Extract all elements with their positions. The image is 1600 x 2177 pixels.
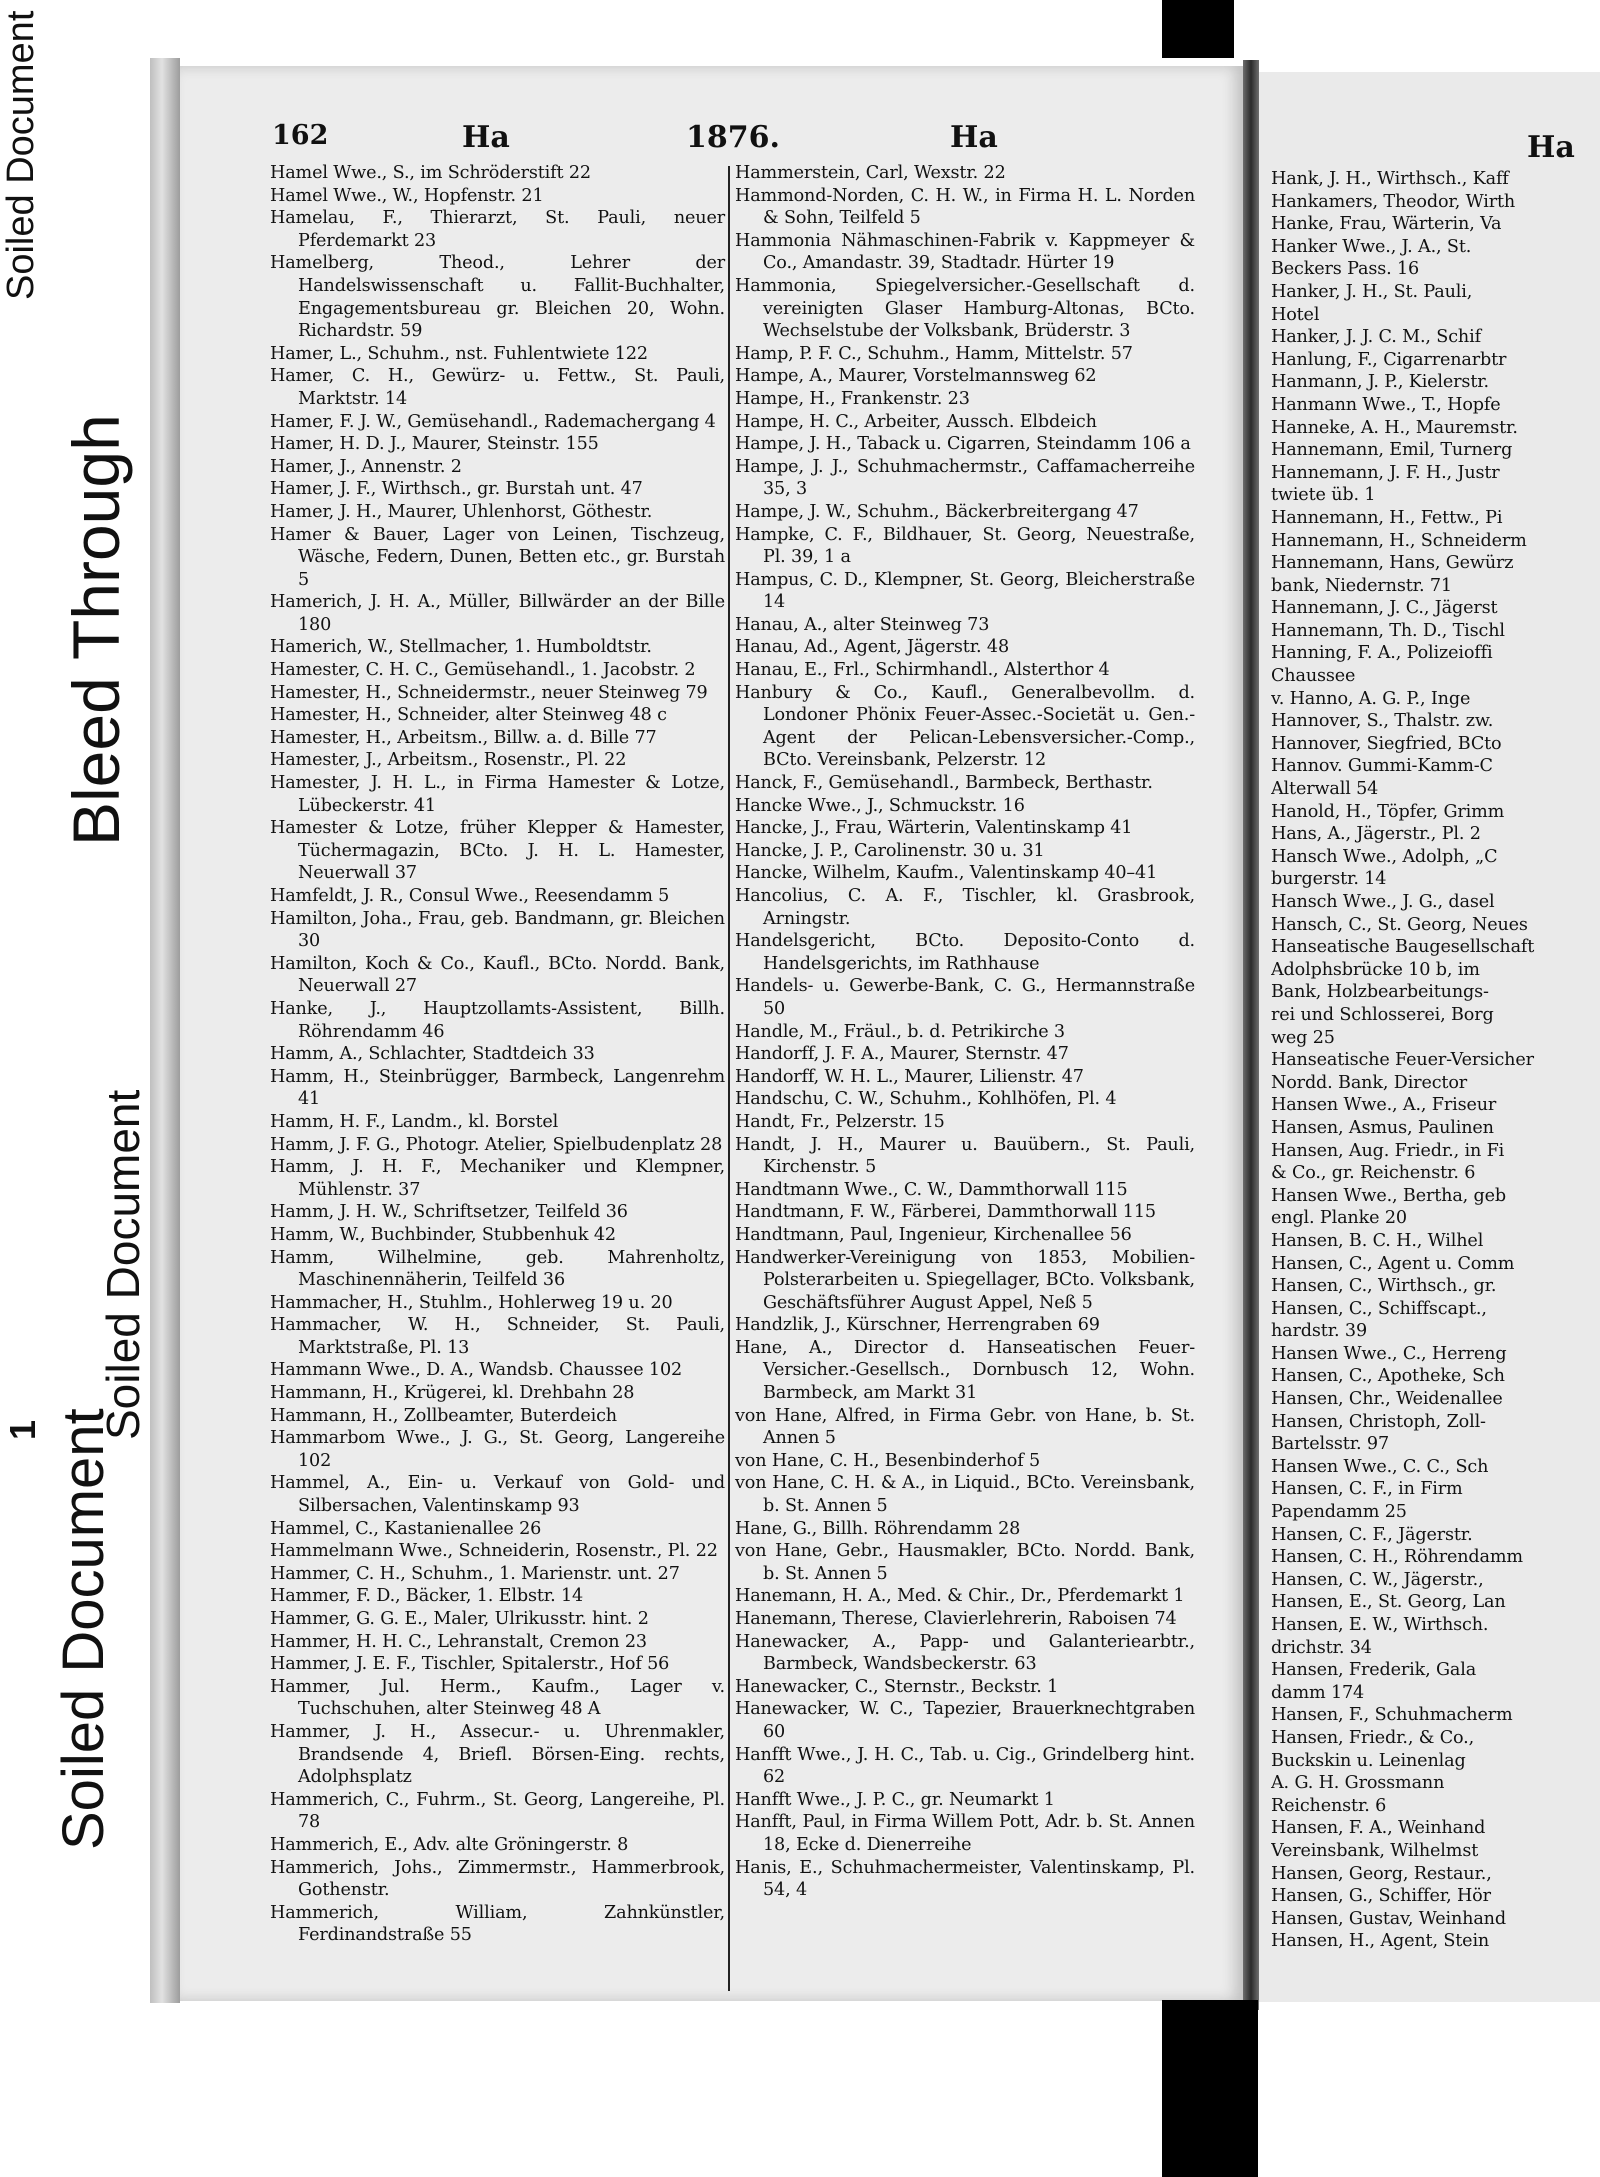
directory-entry: Hampe, H. C., Arbeiter, Aussch. Elbdeich [735, 411, 1097, 432]
directory-entry: Hammonia, Spiegelversicher.-Gesellschaft d. vereinigten Glaser Hamburg-Altonas, BCto. Wechselstube der Volksbank, Brüderstr. 3 [735, 275, 1195, 342]
directory-entry: Hamer, J., Annenstr. 2 [270, 456, 462, 477]
directory-entry: Hanau, E., Frl., Schirmhandl., Alsterthor 4 [735, 660, 1110, 681]
directory-entry: Hanseatische Baugesellschaft [1271, 937, 1535, 958]
directory-entry: Hamester, H., Arbeitsm., Billw. a. d. Bille 77 [270, 727, 657, 748]
directory-entry: Hancolius, C. A. F., Tischler, kl. Grasbrook, Arningstr. [735, 886, 1195, 929]
directory-entry: Hansen, C. F., Jägerstr. [1271, 1524, 1473, 1545]
directory-entry: Hannemann, Th. D., Tischl [1271, 620, 1505, 641]
directory-entry: Papendamm 25 [1271, 1502, 1407, 1523]
directory-entry: Hanemann, Therese, Clavierlehrerin, Raboisen 74 [735, 1609, 1177, 1629]
directory-entry: Hansen, Frederik, Gala [1271, 1660, 1477, 1681]
directory-entry: Hannov. Gummi-Kamm-C [1271, 756, 1493, 777]
directory-entry: Hammacher, W. H., Schneider, St. Pauli, Marktstraße, Pl. 13 [270, 1315, 725, 1358]
directory-entry: Hansen, Friedr., & Co., [1271, 1727, 1475, 1748]
directory-entry: Hanlung, F., Cigarrenarbtr [1271, 349, 1507, 370]
directory-entry: Hansen, C., Apotheke, Sch [1271, 1366, 1505, 1387]
directory-entry: Hammer, F. D., Bäcker, 1. Elbstr. 14 [270, 1586, 584, 1607]
directory-entry: Hanke, Frau, Wärterin, Va [1271, 214, 1502, 235]
directory-entry: Hanneke, A. H., Mauremstr. [1271, 417, 1518, 438]
directory-entry: Hannemann, Hans, Gewürz [1271, 553, 1514, 574]
directory-entry: Hammerich, Johs., Zimmermstr., Hammerbrook, Gothenstr. [270, 1857, 725, 1901]
directory-entry: engl. Planke 20 [1271, 1208, 1407, 1229]
directory-entry: Hanning, F. A., Polizeioffi [1271, 643, 1493, 664]
directory-entry: Hansen, Asmus, Paulinen [1271, 1117, 1494, 1138]
soiled-document-stamp-small: Soiled Document [97, 1089, 149, 1440]
directory-entry: Hammer, C. H., Schuhm., 1. Marienstr. unt. 27 [270, 1563, 680, 1584]
directory-entry: Hamm, J. H. W., Schriftsetzer, Teilfeld 36 [270, 1202, 628, 1223]
directory-entry: Hankamers, Theodor, Wirth [1271, 191, 1516, 212]
directory-entry: Hanck, F., Gemüsehandl., Barmbeck, Berthastr. [735, 773, 1153, 794]
directory-entry: Hammerich, C., Fuhrm., St. Georg, Langereihe, Pl. 78 [270, 1789, 725, 1833]
directory-entry: Hanke, J., Hauptzollamts-Assistent, Billh. Röhrendamm 46 [270, 998, 725, 1042]
directory-entry: Hamester, J., Arbeitsm., Rosenstr., Pl. 22 [270, 750, 627, 771]
directory-entry: Hansen, C., Wirthsch., gr. [1271, 1276, 1497, 1297]
directory-entry: Hanker, J. J. C. M., Schif [1271, 327, 1481, 348]
directory-entry: Hotel [1271, 304, 1320, 325]
directory-entry: Hammond-Norden, C. H. W., in Firma H. L. Norden & Sohn, Teilfeld 5 [735, 185, 1195, 229]
directory-entry: von Hane, C. H., Besenbinderhof 5 [735, 1450, 1041, 1471]
directory-entry: Vereinsbank, Wilhelmst [1271, 1840, 1479, 1861]
directory-entry: Handschu, C. W., Schuhm., Kohlhöfen, Pl. 4 [735, 1089, 1117, 1110]
directory-entry: Hanewacker, W. C., Tapezier, Brauerknechtgraben 60 [735, 1699, 1195, 1742]
book-gutter [1243, 60, 1259, 2010]
directory-entry: Hamer & Bauer, Lager von Leinen, Tischzeug, Wäsche, Federn, Dunen, Betten etc., gr. Burstah 5 [270, 524, 725, 590]
bleed-through-stamp: Bleed Through [59, 414, 133, 846]
directory-entry: Hanbury & Co., Kaufl., Generalbevollm. d. Londoner Phönix Feuer-Assec.-Societät u. Gen.-Agent der Pelican-Lebensversicher.-Comp., BCto. Vereinsbank, Pelzerstr. 12 [735, 682, 1195, 771]
directory-entry: Handorff, J. F. A., Maurer, Sternstr. 47 [735, 1044, 1069, 1065]
directory-entry: Hamfeldt, J. R., Consul Wwe., Reesendamm 5 [270, 886, 670, 906]
directory-entry: hardstr. 39 [1271, 1321, 1367, 1342]
directory-entry: Hansen, C., Agent u. Comm [1271, 1253, 1515, 1274]
directory-entry: Hamelau, F., Thierarzt, St. Pauli, neuer Pferdemarkt 23 [270, 208, 725, 251]
directory-entry: Hammerstein, Carl, Wexstr. 22 [735, 163, 1006, 183]
directory-entry: Hansen, G., Schiffer, Hör [1271, 1886, 1491, 1907]
directory-entry: v. Hanno, A. G. P., Inge [1271, 688, 1471, 709]
directory-entry: bank, Niedernstr. 71 [1271, 575, 1452, 596]
directory-entry: Hamilton, Koch & Co., Kaufl., BCto. Nordd. Bank, Neuerwall 27 [270, 953, 725, 997]
directory-entry: Hane, A., Director d. Hanseatischen Feuer-Versicher.-Gesellsch., Dornbusch 12, Wohn. Barmbeck, am Markt 31 [735, 1337, 1195, 1404]
column-right [1271, 168, 1600, 1953]
scanner-black-bar-bottom [1162, 2000, 1258, 2177]
directory-entry: Handzlik, J., Kürschner, Herrengraben 69 [735, 1315, 1100, 1336]
directory-entry: Hammonia Nähmaschinen-Fabrik v. Kappmeyer & Co., Amandastr. 39, Stadtadr. Hürter 19 [735, 230, 1195, 274]
directory-entry: Hammarbom Wwe., J. G., St. Georg, Langereihe 102 [270, 1428, 725, 1471]
soiled-document-stamp: Soiled Document [51, 1408, 116, 1850]
directory-entry: Hansen, Aug. Friedr., in Fi [1271, 1140, 1505, 1161]
directory-entry: Alterwall 54 [1271, 779, 1379, 800]
directory-entry: Hamilton, Joha., Frau, geb. Bandmann, gr. Bleichen 30 [270, 908, 725, 952]
margin-mark: 1 [2, 1419, 43, 1440]
directory-entry: Hansen, F., Schuhmacherm [1271, 1705, 1513, 1726]
page-header [180, 120, 1243, 160]
directory-entry: Hammel, C., Kastanienallee 26 [270, 1518, 542, 1539]
directory-entry: Hamm, H., Steinbrügger, Barmbeck, Langenrehm 41 [270, 1066, 725, 1110]
directory-entry: Hamel Wwe., W., Hopfenstr. 21 [270, 185, 544, 206]
directory-entry: Hanewacker, C., Sternstr., Beckstr. 1 [735, 1676, 1059, 1697]
directory-entry: Hamp, P. F. C., Schuhm., Hamm, Mittelstr. 57 [735, 343, 1133, 364]
directory-entry: Hansen Wwe., Bertha, geb [1271, 1185, 1507, 1206]
scanner-black-bar-top [1162, 0, 1234, 58]
directory-entry: Hammerich, E., Adv. alte Gröningerstr. 8 [270, 1834, 629, 1855]
page-year: 1876. [686, 120, 780, 155]
directory-entry: Hanker Wwe., J. A., St. [1271, 236, 1472, 257]
directory-entry: Hansch Wwe., Adolph, „C [1271, 846, 1498, 867]
directory-entry: Hansen, B. C. H., Wilhel [1271, 1230, 1484, 1251]
soiled-document-stamp-cropped: Soiled Document [0, 10, 42, 300]
directory-entry: Hans, A., Jägerstr., Pl. 2 [1271, 824, 1481, 845]
directory-entry: rei und Schlosserei, Borg [1271, 1004, 1494, 1025]
directory-entry: Hanau, A., alter Steinweg 73 [735, 614, 990, 635]
directory-entry: weg 25 [1271, 1027, 1335, 1048]
directory-entry: Adolphsbrücke 10 b, im [1271, 959, 1480, 980]
directory-entry: Hamer, F. J. W., Gemüsehandl., Rademachergang 4 [270, 411, 716, 432]
directory-entry: Reichenstr. 6 [1271, 1795, 1387, 1816]
directory-entry: Hampus, C. D., Klempner, St. Georg, Bleicherstraße 14 [735, 569, 1195, 613]
directory-entry: Handt, Fr., Pelzerstr. 15 [735, 1111, 945, 1132]
directory-entry: Hancke, J., Frau, Wärterin, Valentinskamp 41 [735, 818, 1133, 839]
guide-word-right: Ha [950, 120, 998, 155]
directory-entry: Hanfft, Paul, in Firma Willem Pott, Adr. b. St. Annen 18, Ecke d. Dienerreihe [735, 1812, 1195, 1855]
directory-entry: Hank, J. H., Wirthsch., Kaff [1271, 169, 1509, 189]
directory-entry: & Co., gr. Reichenstr. 6 [1271, 1163, 1476, 1184]
directory-entry: Hanfft Wwe., J. P. C., gr. Neumarkt 1 [735, 1789, 1055, 1810]
directory-entry: Hannover, Siegfried, BCto [1271, 733, 1502, 754]
directory-entry: Hansch Wwe., J. G., dasel [1271, 892, 1495, 912]
directory-entry: Hamer, J. H., Maurer, Uhlenhorst, Göthestr. [270, 501, 653, 522]
guide-word-left: Ha [462, 120, 510, 155]
directory-entry: Hansen, H., Agent, Stein [1271, 1931, 1490, 1952]
directory-entry: Hamm, A., Schlachter, Stadtdeich 33 [270, 1044, 595, 1065]
directory-entry: Hanfft Wwe., J. H. C., Tab. u. Cig., Grindelberg hint. 62 [735, 1744, 1195, 1788]
directory-entry: Chaussee [1271, 666, 1356, 687]
directory-entry: Hanau, Ad., Agent, Jägerstr. 48 [735, 637, 1010, 658]
directory-entry: Hampe, A., Maurer, Vorstelmannsweg 62 [735, 366, 1097, 387]
directory-entry: Hansen, C. H., Röhrendamm [1271, 1547, 1523, 1568]
directory-entry: Hanold, H., Töpfer, Grimm [1271, 801, 1505, 822]
directory-entry: Hammer, G. G. E., Maler, Ulrikusstr. hint. 2 [270, 1609, 649, 1629]
directory-entry: Hansen, Chr., Weidenallee [1271, 1389, 1503, 1410]
directory-entry: Hamer, H. D. J., Maurer, Steinstr. 155 [270, 434, 599, 455]
directory-entry: damm 174 [1271, 1682, 1365, 1703]
directory-entry: Hanseatische Feuer-Versicher [1271, 1050, 1534, 1071]
directory-entry: Hansen, C. W., Jägerstr., [1271, 1569, 1484, 1590]
directory-entry: Bank, Holzbearbeitungs- [1271, 982, 1489, 1003]
directory-entry: Bartelsstr. 97 [1271, 1434, 1390, 1455]
directory-entry: Hanmann, J. P., Kielerstr. [1271, 372, 1490, 393]
directory-entry: von Hane, Gebr., Hausmakler, BCto. Nordd. Bank, b. St. Annen 5 [735, 1541, 1195, 1584]
directory-entry: Hanker, J. H., St. Pauli, [1271, 281, 1473, 302]
scan-annotation-margin [0, 0, 172, 2177]
directory-entry: Hannemann, H., Fettw., Pi [1271, 507, 1503, 528]
directory-entry: Hampe, H., Frankenstr. 23 [735, 388, 970, 409]
directory-entry: Hamm, W., Buchbinder, Stubbenhuk 42 [270, 1224, 616, 1245]
directory-entry: Hanmann Wwe., T., Hopfe [1271, 394, 1501, 415]
directory-entry: Nordd. Bank, Director [1271, 1072, 1468, 1093]
directory-entry: Hansen, E., St. Georg, Lan [1271, 1592, 1506, 1613]
directory-entry: Hansen, Gustav, Weinhand [1271, 1908, 1506, 1929]
directory-entry: Hannover, S., Thalstr. zw. [1271, 711, 1494, 732]
directory-entry: Hamm, J. H. F., Mechaniker und Klempner, Mühlenstr. 37 [270, 1157, 725, 1200]
directory-entry: Hansen, Georg, Restaur., [1271, 1863, 1492, 1884]
directory-entry: Hammer, J. E. F., Tischler, Spitalerstr., Hof 56 [270, 1654, 670, 1675]
directory-entry: Hansen, C. F., in Firm [1271, 1479, 1463, 1500]
directory-entry: Hamer, L., Schuhm., nst. Fuhlentwiete 122 [270, 343, 648, 364]
directory-entry: Hancke Wwe., J., Schmuckstr. 16 [735, 795, 1025, 816]
directory-page-right [1259, 72, 1600, 2002]
column-middle [735, 162, 1195, 1902]
directory-entry: Handtmann, Paul, Ingenieur, Kirchenallee 56 [735, 1224, 1132, 1245]
directory-entry: von Hane, Alfred, in Firma Gebr. von Hane, b. St. Annen 5 [735, 1405, 1195, 1449]
directory-entry: Hammer, J. H., Assecur.- u. Uhrenmakler, Brandsende 4, Briefl. Börsen-Eing. rechts, Adolphsplatz [270, 1721, 725, 1788]
directory-entry: Beckers Pass. 16 [1271, 259, 1420, 280]
directory-entry: Hansen, C., Schiffscapt., [1271, 1298, 1487, 1319]
directory-entry: Hamester & Lotze, früher Klepper & Hamester, Tüchermagazin, BCto. J. H. L. Hamester, Neuerwall 37 [270, 818, 725, 884]
directory-entry: Hansen, E. W., Wirthsch. [1271, 1615, 1489, 1635]
directory-entry: Hansch, C., St. Georg, Neues [1271, 914, 1528, 935]
directory-entry: Hammer, Jul. Herm., Kaufm., Lager v. Tuchschuhen, alter Steinweg 48 A [270, 1676, 725, 1720]
column-divider [728, 166, 730, 1991]
directory-entry: Hammacher, H., Stuhlm., Hohlerweg 19 u. 20 [270, 1292, 673, 1313]
page-number: 162 [272, 120, 329, 151]
directory-entry: Hanis, E., Schuhmachermeister, Valentinskamp, Pl. 54, 4 [735, 1857, 1195, 1901]
directory-entry: Hampke, C. F., Bildhauer, St. Georg, Neuestraße, Pl. 39, 1 a [735, 524, 1195, 568]
directory-entry: Hannemann, H., Schneiderm [1271, 530, 1527, 551]
directory-entry: Hamerich, W., Stellmacher, 1. Humboldtstr. [270, 637, 652, 658]
directory-entry: Hamel Wwe., S., im Schröderstift 22 [270, 163, 591, 183]
directory-entry: Handle, M., Fräul., b. d. Petrikirche 3 [735, 1021, 1065, 1042]
directory-entry: Hannemann, J. C., Jägerst [1271, 598, 1498, 619]
directory-entry: Hansen, Christoph, Zoll- [1271, 1411, 1486, 1432]
directory-entry: Hancke, Wilhelm, Kaufm., Valentinskamp 40–41 [735, 863, 1158, 884]
directory-entry: Hancke, J. P., Carolinenstr. 30 u. 31 [735, 840, 1045, 861]
directory-entry: Hammann, H., Krügerei, kl. Drehbahn 28 [270, 1383, 635, 1404]
column-left [270, 162, 725, 1947]
directory-entry: Hamester, C. H. C., Gemüsehandl., 1. Jacobstr. 2 [270, 660, 696, 681]
directory-entry: Hamm, J. F. G., Photogr. Atelier, Spielbudenplatz 28 [270, 1134, 723, 1155]
directory-entry: Hannemann, Emil, Turnerg [1271, 440, 1513, 461]
directory-entry: Hamer, C. H., Gewürz- u. Fettw., St. Pauli, Marktstr. 14 [270, 366, 725, 409]
directory-entry: Hammelmann Wwe., Schneiderin, Rosenstr., Pl. 22 [270, 1541, 718, 1562]
directory-entry: A. G. H. Grossmann [1271, 1773, 1445, 1794]
directory-entry: Hansen Wwe., A., Friseur [1271, 1095, 1497, 1116]
directory-entry: drichstr. 34 [1271, 1637, 1372, 1658]
directory-entry: twiete üb. 1 [1271, 485, 1376, 506]
directory-entry: Hammer, H. H. C., Lehranstalt, Cremon 23 [270, 1631, 647, 1652]
directory-entry: Hamm, H. F., Landm., kl. Borstel [270, 1111, 559, 1132]
directory-entry: Hansen, F. A., Weinhand [1271, 1818, 1486, 1839]
directory-page-left [180, 66, 1243, 2001]
directory-entry: Hamester, H., Schneider, alter Steinweg 48 c [270, 705, 667, 726]
directory-entry: Hanemann, H. A., Med. & Chir., Dr., Pferdemarkt 1 [735, 1586, 1185, 1607]
directory-entry: Hammann, H., Zollbeamter, Buterdeich [270, 1405, 617, 1426]
directory-entry: Handorff, W. H. L., Maurer, Lilienstr. 47 [735, 1066, 1084, 1087]
directory-entry: von Hane, C. H. & A., in Liquid., BCto. Vereinsbank, b. St. Annen 5 [735, 1473, 1195, 1517]
directory-entry: Hanewacker, A., Papp- und Galanteriearbtr., Barmbeck, Wandsbeckerstr. 63 [735, 1631, 1195, 1675]
directory-entry: Hane, G., Billh. Röhrendamm 28 [735, 1518, 1021, 1539]
directory-entry: Hamelberg, Theod., Lehrer der Handelswissenschaft u. Fallit-Buchhalter, Engagementsbureau gr. Bleichen 20, Wohn. Richardstr. 59 [270, 253, 725, 342]
directory-entry: Hamm, Wilhelmine, geb. Mahrenholtz, Maschinennäherin, Teilfeld 36 [270, 1247, 725, 1291]
book-page-edges [150, 58, 180, 2003]
directory-entry: Hampe, J. W., Schuhm., Bäckerbreitergang 47 [735, 501, 1139, 522]
directory-entry: Hansen Wwe., C., Herreng [1271, 1343, 1507, 1364]
directory-entry: Hamer, J. F., Wirthsch., gr. Burstah unt. 47 [270, 479, 643, 500]
directory-entry: Hammerich, William, Zahnkünstler, Ferdinandstraße 55 [270, 1902, 725, 1946]
directory-entry: Handwerker-Vereinigung von 1853, Mobilien-Polsterarbeiten u. Spiegellager, BCto. Volksbank, Geschäftsführer August Appel, Neß 5 [735, 1247, 1195, 1313]
directory-entry: Hamester, J. H. L., in Firma Hamester & Lotze, Lübeckerstr. 41 [270, 773, 725, 816]
directory-entry: Handt, J. H., Maurer u. Bauübern., St. Pauli, Kirchenstr. 5 [735, 1134, 1195, 1178]
directory-entry: Hammann Wwe., D. A., Wandsb. Chaussee 102 [270, 1360, 683, 1381]
directory-entry: Hampe, J. H., Taback u. Cigarren, Steindamm 106 a [735, 434, 1191, 455]
directory-entry: Hamester, H., Schneidermstr., neuer Steinweg 79 [270, 682, 708, 703]
directory-entry: Hansen Wwe., C. C., Sch [1271, 1456, 1489, 1477]
directory-entry: Buckskin u. Leinenlag [1271, 1750, 1466, 1771]
directory-entry: Hampe, J. J., Schuhmachermstr., Caffamacherreihe 35, 3 [735, 456, 1195, 500]
directory-entry: Handelsgericht, BCto. Deposito-Conto d. Handelsgerichts, im Rathhause [735, 931, 1195, 974]
directory-entry: burgerstr. 14 [1271, 869, 1387, 890]
directory-entry: Hammel, A., Ein- u. Verkauf von Gold- und Silbersachen, Valentinskamp 93 [270, 1473, 725, 1517]
directory-entry: Handtmann Wwe., C. W., Dammthorwall 115 [735, 1179, 1128, 1200]
directory-entry: Hannemann, J. F. H., Justr [1271, 462, 1500, 483]
right-page-guide-word: Ha [1527, 130, 1575, 165]
directory-entry: Handels- u. Gewerbe-Bank, C. G., Hermannstraße 50 [735, 976, 1195, 1019]
directory-entry: Handtmann, F. W., Färberei, Dammthorwall 115 [735, 1202, 1156, 1223]
directory-entry: Hamerich, J. H. A., Müller, Billwärder an der Bille 180 [270, 592, 725, 635]
